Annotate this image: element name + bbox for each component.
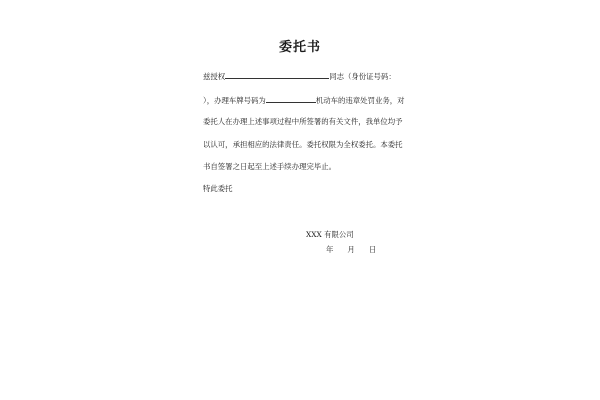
date-day: 日 <box>368 245 377 254</box>
line1-prefix: 兹授权 <box>203 72 226 81</box>
signer-company: XXX 有限公司 <box>306 230 354 239</box>
closing-text: 特此委托 <box>203 184 233 193</box>
date-year: 年 <box>326 245 334 254</box>
document-title: 委托书 <box>278 40 321 55</box>
line2-prefix: ），办理车牌号码为 <box>203 96 266 105</box>
line2-suffix: 机动车的违章处罚业务，对 <box>315 96 405 105</box>
body-line-3: 委托人在办理上述事项过程中所签署的有关文件，我单位均予 <box>203 117 403 126</box>
plate-blank <box>266 94 316 103</box>
body-line-1 <box>203 70 396 82</box>
body-line-2 <box>203 94 405 106</box>
line1-suffix: 同志（身份证号码： <box>329 72 396 81</box>
date-month: 月 <box>347 245 355 254</box>
body-line-5: 书自签署之日起至上述手续办理完毕止。 <box>203 162 337 171</box>
body-line-4: 以认可，承担相应的法律责任。委托权限为全权委托。本委托 <box>203 140 403 149</box>
name-blank <box>225 70 329 79</box>
date-line <box>326 244 376 255</box>
